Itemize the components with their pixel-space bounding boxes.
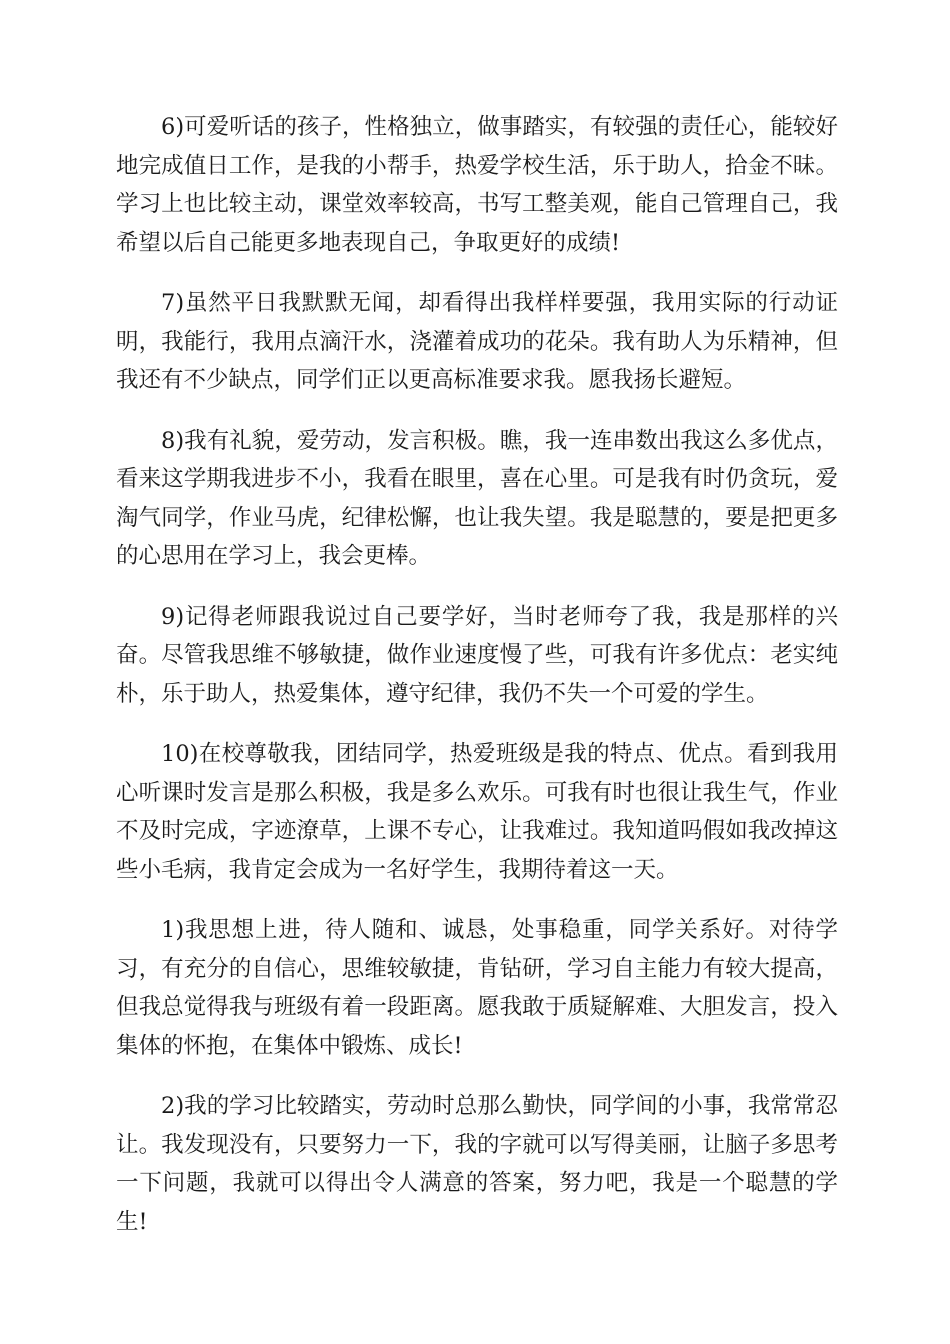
document-body (116, 108, 838, 1263)
paragraph-8: 8)我有礼貌，爱劳动，发言积极。瞧，我一连串数出我这么多优点，看来这学期我进步不小，我看在眼里，喜在心里。可是我有时仍贪玩，爱淘气同学，作业马虎，纪律松懈，也让我失望。我是聪慧的，要是把更多的心思用在学习上，我会更棒。 (116, 427, 838, 569)
paragraph-2: 2)我的学习比较踏实，劳动时总那么勤快，同学间的小事，我常常忍让。我发现没有，只要努力一下，我的字就可以写得美丽，让脑子多思考一下问题，我就可以得出令人满意的答案，努力吧，我是一个聪慧的学生! (116, 1093, 838, 1235)
paragraph-6: 6)可爱听话的孩子，性格独立，做事踏实，有较强的责任心，能较好地完成值日工作，是我的小帮手，热爱学校生活，乐于助人，拾金不昧。学习上也比较主动，课堂效率较高，书写工整美观，能自己管理自己，我希望以后自己能更多地表现自己，争取更好的成绩! (116, 114, 838, 256)
paragraph-10: 10)在校尊敬我，团结同学，热爱班级是我的特点、优点。看到我用心听课时发言是那么积极，我是多么欢乐。可我有时也很让我生气，作业不及时完成，字迹潦草，上课不专心，让我难过。我知道吗假如我改掉这些小毛病，我肯定会成为一名好学生，我期待着这一天。 (116, 741, 838, 883)
paragraph-9: 9)记得老师跟我说过自己要学好，当时老师夸了我，我是那样的兴奋。尽管我思维不够敏捷，做作业速度慢了些，可我有许多优点：老实纯朴，乐于助人，热爱集体，遵守纪律，我仍不失一个可爱的学生。 (116, 603, 838, 707)
paragraph-1: 1)我思想上进，待人随和、诚恳，处事稳重，同学关系好。对待学习，有充分的自信心，思维较敏捷，肯钻研，学习自主能力有较大提高，但我总觉得我与班级有着一段距离。愿我敢于质疑解难、大胆发言，投入集体的怀抱，在集体中锻炼、成长! (116, 917, 838, 1059)
paragraph-7: 7)虽然平日我默默无闻，却看得出我样样要强，我用实际的行动证明，我能行，我用点滴汗水，浇灌着成功的花朵。我有助人为乐精神，但我还有不少缺点，同学们正以更高标准要求我。愿我扬长避短。 (116, 290, 838, 393)
